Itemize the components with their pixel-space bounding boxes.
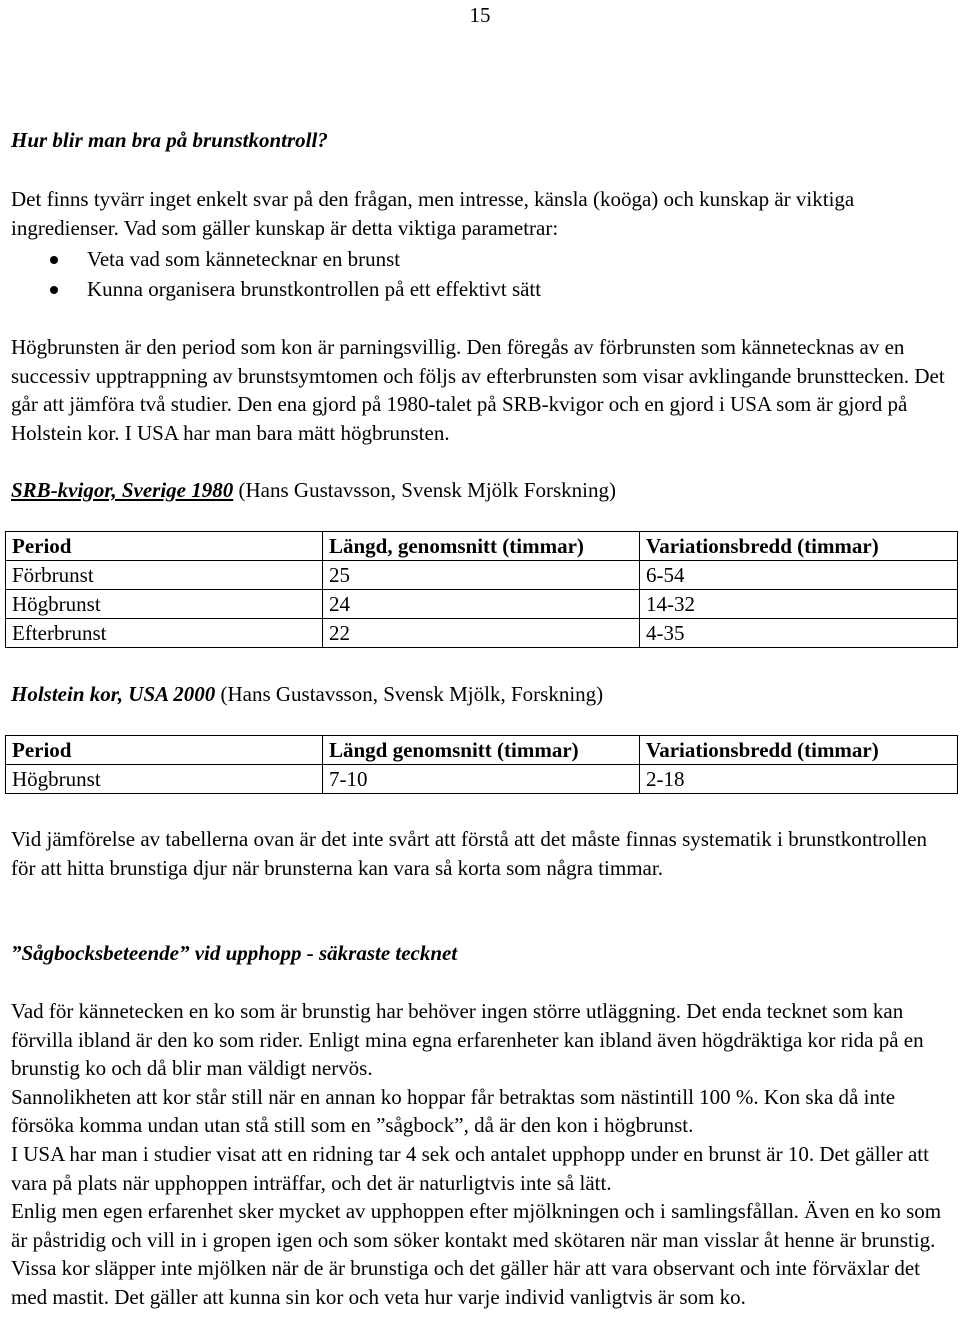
table1-caption-source: (Hans Gustavsson, Svensk Mjölk Forskning) <box>233 478 616 502</box>
table-row <box>6 561 958 590</box>
table-header-row <box>6 736 958 765</box>
final-paragraph: Enlig men egen erfarenhet sker mycket av upphoppen efter mjölkningen och i samlingsfållan. Även en ko som är påstridig och vill in i gropen igen och som söker kontakt med skötaren när man visslar åt henne är brunstig. Vissa kor släpper inte mjölken när de är brunstiga och det gäller här att vara observant och inte förväxlar det med mastit. Det gäller att kunna sin kor och veta hur varje individ vanligtvis är som ko. <box>11 1199 942 1309</box>
header-cell: Period <box>6 532 323 561</box>
table-row <box>6 765 958 794</box>
intro-paragraph: Det finns tyvärr inget enkelt svar på den frågan, men intresse, känsla (koöga) och kunskap är viktiga ingredienser. Vad som gäller kunskap är detta viktiga parametrar: <box>11 187 855 240</box>
table-row <box>6 590 958 619</box>
header-cell: Variationsbredd (timmar) <box>640 736 958 765</box>
list-item: Kunna organisera brunstkontrollen på ett effektivt sätt <box>11 274 541 304</box>
table1-caption <box>11 476 616 504</box>
final-paragraph: Sannolikheten att kor står still när en annan ko hoppar får betraktas som nästintill 100 %. Kon ska då inte försöka komma undan utan stå still som en ”sågbock”, då är den kon i högbrunst. <box>11 1084 896 1138</box>
table2-caption <box>11 680 603 708</box>
parameter-list <box>11 244 541 304</box>
table-row <box>6 619 958 648</box>
table-cell: 14-32 <box>640 590 958 619</box>
table2-caption-title: Holstein kor, USA 2000 <box>11 682 216 706</box>
table-cell: 22 <box>323 619 640 648</box>
bullet-icon <box>50 286 58 294</box>
final-paragraph: I USA har man i studier visat att en ridning tar 4 sek och antalet upphopp under en brunst är 10. Det gäller att vara på plats när upphoppen inträffar, och det är naturligtvis inte så lätt. <box>11 1141 929 1195</box>
list-item: Veta vad som kännetecknar en brunst <box>11 244 541 274</box>
header-cell: Längd, genomsnitt (timmar) <box>323 532 640 561</box>
header-cell: Variationsbredd (timmar) <box>640 532 958 561</box>
final-section <box>11 997 951 1312</box>
hogbrunst-paragraph: Högbrunsten är den period som kon är parningsvillig. Den föregås av förbrunsten som kännetecknas av en successiv upptrappning av brunstsymtomen och följs av efterbrunsten som visar avklingande brunsttecken. Det går att jämföra två studier. Den ena gjord på 1980-talet på SRB-kvigor och en gjord i USA som är gjord på Holstein kor. I USA har man bara mätt högbrunsten. <box>11 335 945 445</box>
page-number: 15 <box>469 3 491 27</box>
final-paragraph: Vad för kännetecken en ko som är brunstig har behöver ingen större utläggning. Det enda tecknet som kan förvilla ibland är den ko som rider. Enligt mina egna erfarenheter kan ibland även högdräktiga kor rida på en brunstig ko och då blir man väldigt nervös. <box>11 999 924 1081</box>
table-holstein-kor <box>5 735 958 794</box>
header-cell: Längd genomsnitt (timmar) <box>323 736 640 765</box>
table-cell: Högbrunst <box>6 590 323 619</box>
table-cell: 4-35 <box>640 619 958 648</box>
table-cell: Förbrunst <box>6 561 323 590</box>
section-heading-sagbock: ”Sågbocksbeteende” vid upphopp - säkraste tecknet <box>11 941 458 965</box>
table-srb-kvigor <box>5 531 958 648</box>
table-cell: Efterbrunst <box>6 619 323 648</box>
section-heading-brunstkontroll: Hur blir man bra på brunstkontroll? <box>11 128 328 152</box>
table-header-row <box>6 532 958 561</box>
table-cell: 25 <box>323 561 640 590</box>
bullet-icon <box>50 256 58 264</box>
table-cell: 24 <box>323 590 640 619</box>
table-cell: 2-18 <box>640 765 958 794</box>
table-cell: 6-54 <box>640 561 958 590</box>
comparison-paragraph: Vid jämförelse av tabellerna ovan är det inte svårt att förstå att det måste finnas systematik i brunstkontrollen för att hitta brunstiga djur när brunsterna kan vara så korta som några timmar. <box>11 827 928 880</box>
table-cell: Högbrunst <box>6 765 323 794</box>
table2-caption-source: (Hans Gustavsson, Svensk Mjölk, Forskning) <box>215 682 604 706</box>
header-cell: Period <box>6 736 323 765</box>
table1-caption-title: SRB-kvigor, Sverige 1980 <box>11 478 234 502</box>
table-cell: 7-10 <box>323 765 640 794</box>
